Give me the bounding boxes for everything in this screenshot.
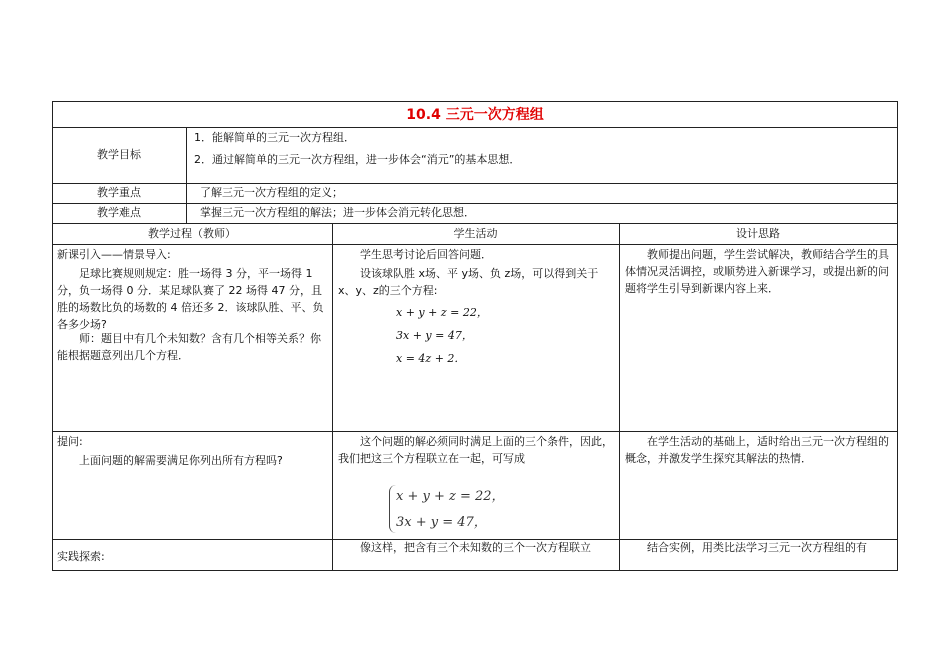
- activity-setup: 设该球队胜 x场、平 y场、负 z场，可以得到关于 x、y、z的三个方程:: [338, 267, 599, 297]
- key-point-label: 教学重点: [97, 186, 141, 199]
- lesson-plan-table: [52, 101, 898, 571]
- design-concept: 在学生活动的基础上，适时给出三元一次方程组的概念，并激发学生探究其解法的热情．: [625, 435, 889, 465]
- activity-definition: 像这样，把含有三个未知数的三个一次方程联立: [360, 541, 591, 554]
- equation-1: x + y + z = 22，: [396, 306, 488, 319]
- intro-heading: 新课引入——情景导入:: [57, 248, 171, 261]
- difficulty-label: 教学难点: [97, 206, 141, 219]
- question-text: 上面问题的解需要满足你列出所有方程吗?: [79, 454, 283, 467]
- page-title: 10.4 三元一次方程组: [406, 107, 544, 123]
- intro-problem: 足球比赛规则规定：胜一场得 3 分，平一场得 1 分，负一场得 0 分．某足球队赛了 22 场得 47 分，且胜的场数比负的场数的 4 倍还多 2．该球队胜、平、负各多少场?: [57, 267, 324, 331]
- activity-system-intro: 这个问题的解必须同时满足上面的三个条件，因此，我们把这三个方程联立在一起，可写成: [338, 435, 613, 465]
- goals-label: 教学目标: [97, 148, 141, 161]
- activity-discuss: 学生思考讨论后回答问题．: [360, 248, 492, 261]
- intro-question: 师：题目中有几个未知数？含有几个相等关系？你能根据题意列出几个方程．: [57, 332, 321, 362]
- column-header-activity: 学生活动: [453, 227, 498, 240]
- goal-item-1: 1．能解简单的三元一次方程组．: [194, 131, 355, 144]
- practice-heading: 实践探索:: [57, 550, 105, 563]
- system-equation-1: x + y + z = 22，: [396, 489, 505, 504]
- column-header-process: 教学过程（教师）: [148, 227, 236, 240]
- system-equation-2: 3x + y = 47，: [396, 515, 487, 530]
- design-analogy: 结合实例，用类比法学习三元一次方程组的有: [647, 541, 867, 554]
- column-header-design: 设计思路: [736, 227, 780, 240]
- key-point-text: 了解三元一次方程组的定义；: [200, 186, 343, 199]
- design-intro: 教师提出问题，学生尝试解决，教师结合学生的具体情况灵活调控，或顺势进入新课学习，或提出新的问题将学生引导到新课内容上来．: [625, 248, 889, 295]
- equation-2: 3x + y = 47，: [396, 329, 473, 342]
- equation-3: x = 4z + 2．: [396, 352, 466, 365]
- goal-item-2: 2．通过解简单的三元一次方程组，进一步体会“消元”的基本思想．: [194, 153, 521, 166]
- question-heading: 提问:: [57, 435, 83, 448]
- difficulty-text: 掌握三元一次方程组的解法；进一步体会消元转化思想．: [200, 206, 475, 219]
